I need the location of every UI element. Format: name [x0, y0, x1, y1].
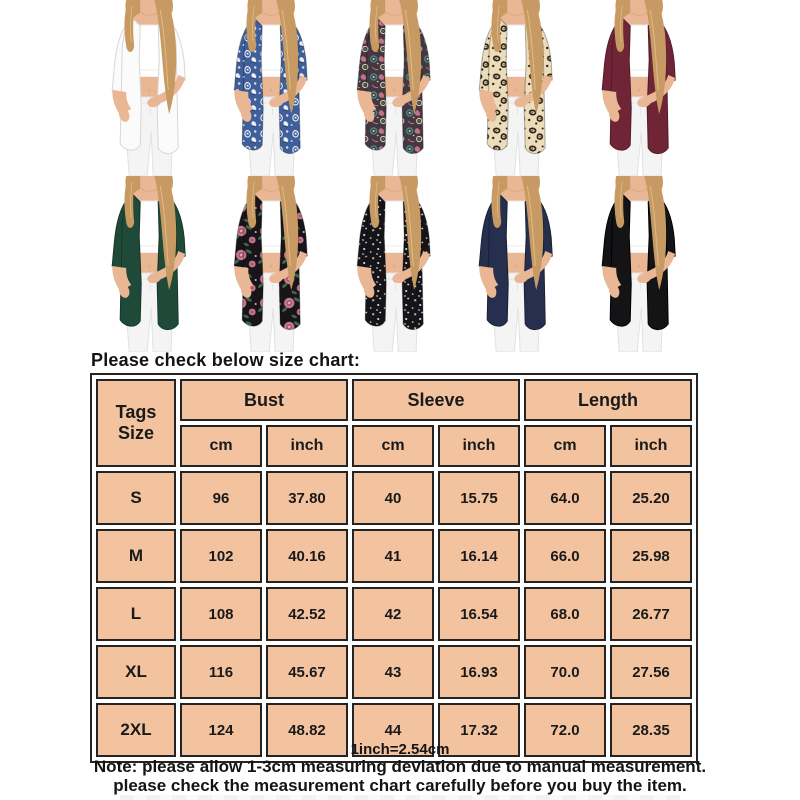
inch-value-cell: 28.35	[610, 703, 692, 757]
cm-value-cell: 42	[352, 587, 434, 641]
blue-paisley-cardigan-figure	[210, 0, 332, 176]
product-photo-blue-paisley-cardigan	[210, 0, 332, 176]
product-photo-multicolor-paisley-cardigan	[333, 0, 455, 176]
burgundy-cardigan-figure	[578, 0, 700, 176]
cm-value-cell: 124	[180, 703, 262, 757]
product-photo-burgundy-cardigan	[578, 0, 700, 176]
inch-value-cell: 42.52	[266, 587, 348, 641]
size-label: L	[96, 587, 176, 641]
size-label: XL	[96, 645, 176, 699]
inch-value-cell: 48.82	[266, 703, 348, 757]
product-photo-ditsy-floral-cardigan	[333, 176, 455, 352]
cm-value-cell: 43	[352, 645, 434, 699]
white-cardigan-figure	[88, 0, 210, 176]
cm-value-cell: 64.0	[524, 471, 606, 525]
cm-value-cell: 68.0	[524, 587, 606, 641]
unit-header-inch: inch	[438, 425, 520, 467]
product-photo-dark-green-cardigan	[88, 176, 210, 352]
product-photo-black-cardigan	[578, 176, 700, 352]
black-floral-cardigan-figure	[210, 176, 332, 352]
product-photo-white-cardigan	[88, 0, 210, 176]
size-label: 2XL	[96, 703, 176, 757]
cm-value-cell: 40	[352, 471, 434, 525]
corner-cell-tags-size: Tags Size	[96, 379, 176, 467]
ditsy-floral-cardigan-figure	[333, 176, 455, 352]
inch-value-cell: 15.75	[438, 471, 520, 525]
table-group-header-row	[96, 379, 692, 421]
product-photo-leopard-print-cardigan	[455, 0, 577, 176]
navy-cardigan-figure	[455, 176, 577, 352]
inch-value-cell: 27.56	[610, 645, 692, 699]
cm-value-cell: 41	[352, 529, 434, 583]
col-group-sleeve: Sleeve	[352, 379, 520, 421]
cm-value-cell: 108	[180, 587, 262, 641]
inch-value-cell: 16.14	[438, 529, 520, 583]
cm-value-cell: 70.0	[524, 645, 606, 699]
dark-green-cardigan-figure	[88, 176, 210, 352]
inch-value-cell: 25.98	[610, 529, 692, 583]
product-photo-black-floral-cardigan	[210, 176, 332, 352]
size-chart-table	[90, 373, 698, 763]
inch-value-cell: 40.16	[266, 529, 348, 583]
measurement-note-line1: Note: please allow 1-3cm measuring deviation due to manual measurement.	[93, 757, 707, 776]
inch-value-cell: 37.80	[266, 471, 348, 525]
cm-value-cell: 72.0	[524, 703, 606, 757]
size-row-s	[96, 471, 692, 525]
unit-header-cm: cm	[352, 425, 434, 467]
cm-value-cell: 44	[352, 703, 434, 757]
size-label: M	[96, 529, 176, 583]
cm-value-cell: 116	[180, 645, 262, 699]
col-group-length: Length	[524, 379, 692, 421]
leopard-print-cardigan-figure	[455, 0, 577, 176]
inch-value-cell: 17.32	[438, 703, 520, 757]
col-group-bust: Bust	[180, 379, 348, 421]
cm-value-cell: 66.0	[524, 529, 606, 583]
inch-value-cell: 26.77	[610, 587, 692, 641]
measurement-note-line2: please check the measurement chart carefully before you buy the item.	[113, 776, 687, 795]
cm-value-cell: 96	[180, 471, 262, 525]
black-cardigan-figure	[578, 176, 700, 352]
size-chart-heading: Please check below size chart:	[91, 350, 361, 370]
product-photo-navy-cardigan	[455, 176, 577, 352]
inch-value-cell: 25.20	[610, 471, 692, 525]
size-row-m	[96, 529, 692, 583]
table-unit-header-row	[96, 425, 692, 467]
unit-header-inch: inch	[610, 425, 692, 467]
conversion-note: 1inch=2.54cm	[350, 741, 450, 758]
unit-header-inch: inch	[266, 425, 348, 467]
size-row-l	[96, 587, 692, 641]
cropped-text-remnant	[120, 795, 680, 800]
unit-header-cm: cm	[524, 425, 606, 467]
inch-value-cell: 16.93	[438, 645, 520, 699]
inch-value-cell: 16.54	[438, 587, 520, 641]
inch-value-cell: 45.67	[266, 645, 348, 699]
multicolor-paisley-cardigan-figure	[333, 0, 455, 176]
size-label: S	[96, 471, 176, 525]
size-row-xl	[96, 645, 692, 699]
cm-value-cell: 102	[180, 529, 262, 583]
unit-header-cm: cm	[180, 425, 262, 467]
product-photo-grid	[88, 0, 700, 352]
